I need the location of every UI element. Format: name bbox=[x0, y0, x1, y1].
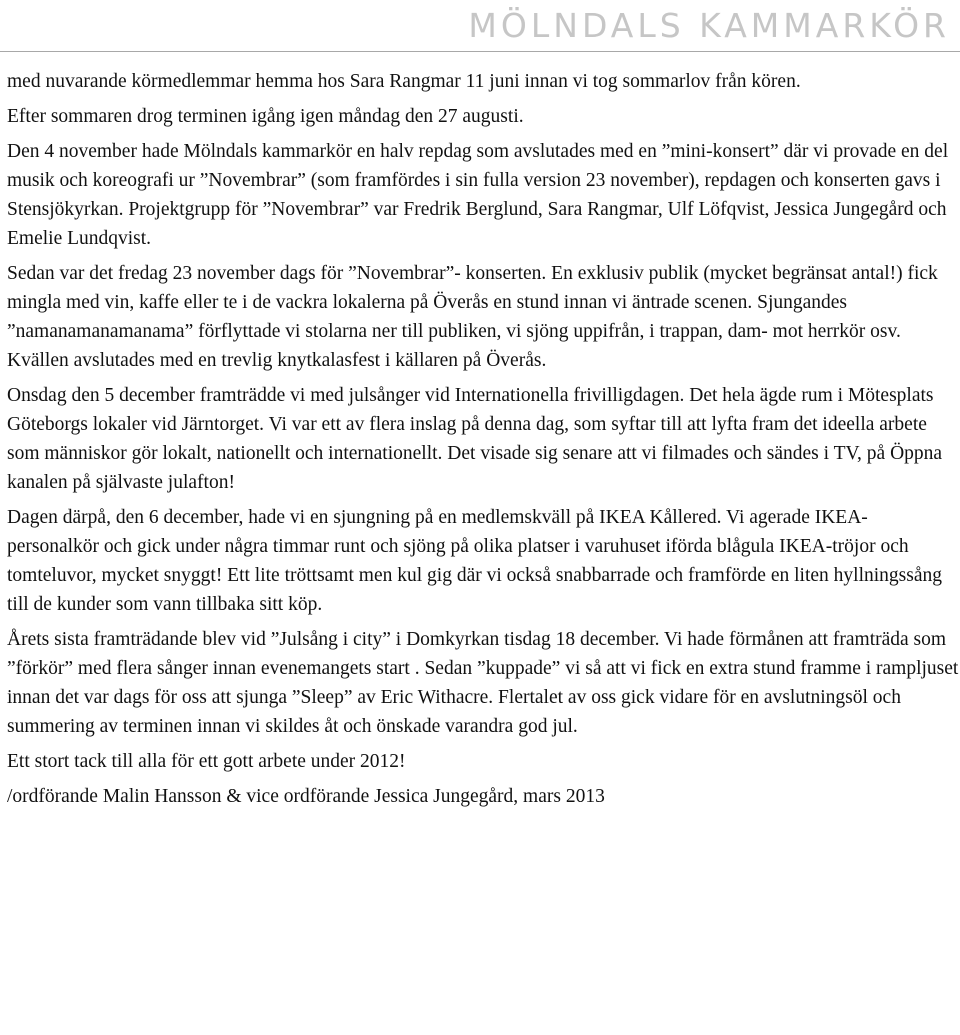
paragraph-julsang-i-city: Årets sista framträdande blev vid ”Julsång i city” i Domkyrkan tisdag 18 december. Vi hade förmånen att framträda som ”förkör” med flera sånger innan evenemangets start . Sedan ”kuppade” vi så att vi fick en extra stund framme i rampljuset innan det var dags för oss att sjunga ”Sleep” av Eric Withacre. Flertalet av oss gick vidare för en avslutningsöl och summering av terminen innan vi skildes åt och önskade varandra god jul. bbox=[7, 629, 959, 737]
document-body bbox=[7, 67, 959, 817]
paragraph-signature: /ordförande Malin Hansson & vice ordförande Jessica Jungegård, mars 2013 bbox=[7, 786, 605, 807]
paragraph-thanks: Ett stort tack till alla för ett gott arbete under 2012! bbox=[7, 751, 406, 772]
header-divider bbox=[0, 51, 960, 52]
paragraph-november-rehearsal: Den 4 november hade Mölndals kammarkör en halv repdag som avslutades med en ”mini-konsert” där vi provade en del musik och koreografi ur ”Novembrar” (som framfördes i sin fulla version 23 november), repdagen och konserten gavs i Stensjökyrkan. Projektgrupp för ”Novembrar” var Fredrik Berglund, Sara Rangmar, Ulf Löfqvist, Jessica Jungegård och Emelie Lundqvist. bbox=[7, 141, 949, 249]
choir-logo: MÖLNDALS KAMMARKÖR bbox=[468, 6, 950, 45]
paragraph-summer-meeting: med nuvarande körmedlemmar hemma hos Sara Rangmar 11 juni innan vi tog sommarlov från kören. bbox=[7, 71, 801, 92]
paragraph-volunteer-day: Onsdag den 5 december framträdde vi med julsånger vid Internationella frivilligdagen. Det hela ägde rum i Mötesplats Göteborgs lokaler vid Järntorget. Vi var ett av flera inslag på denna dag, som syftar till att lyfta fram det ideella arbete som människor gör lokalt, nationellt och internationellt. Det visade sig senare att vi filmades och sändes i TV, på Öppna kanalen på självaste julafton! bbox=[7, 385, 943, 493]
paragraph-novembrar-concert: Sedan var det fredag 23 november dags för ”Novembrar”- konserten. En exklusiv publik (mycket begränsat antal!) fick mingla med vin, kaffe eller te i de vackra lokalerna på Överås en stund innan vi äntrade scenen. Sjungandes ”namanamanamanama” förflyttade vi stolarna ner till publiken, vi sjöng uppifrån, i trappan, dam- mot herrkör osv. Kvällen avslutades med en trevlig knytkalasfest i källaren på Överås. bbox=[7, 263, 938, 371]
paragraph-term-start: Efter sommaren drog terminen igång igen måndag den 27 augusti. bbox=[7, 106, 524, 127]
page-header bbox=[0, 0, 960, 62]
paragraph-ikea-singing: Dagen därpå, den 6 december, hade vi en sjungning på en medlemskväll på IKEA Kållered. Vi agerade IKEA-personalkör och gick under några timmar runt och sjöng på olika platser i varuhuset iförda blågula IKEA-tröjor och tomteluvor, mycket snyggt! Ett lite tröttsamt men kul gig där vi också snabbarrade och framförde en liten hyllningssång till de kunder som vann tillbaka sitt köp. bbox=[7, 507, 942, 615]
